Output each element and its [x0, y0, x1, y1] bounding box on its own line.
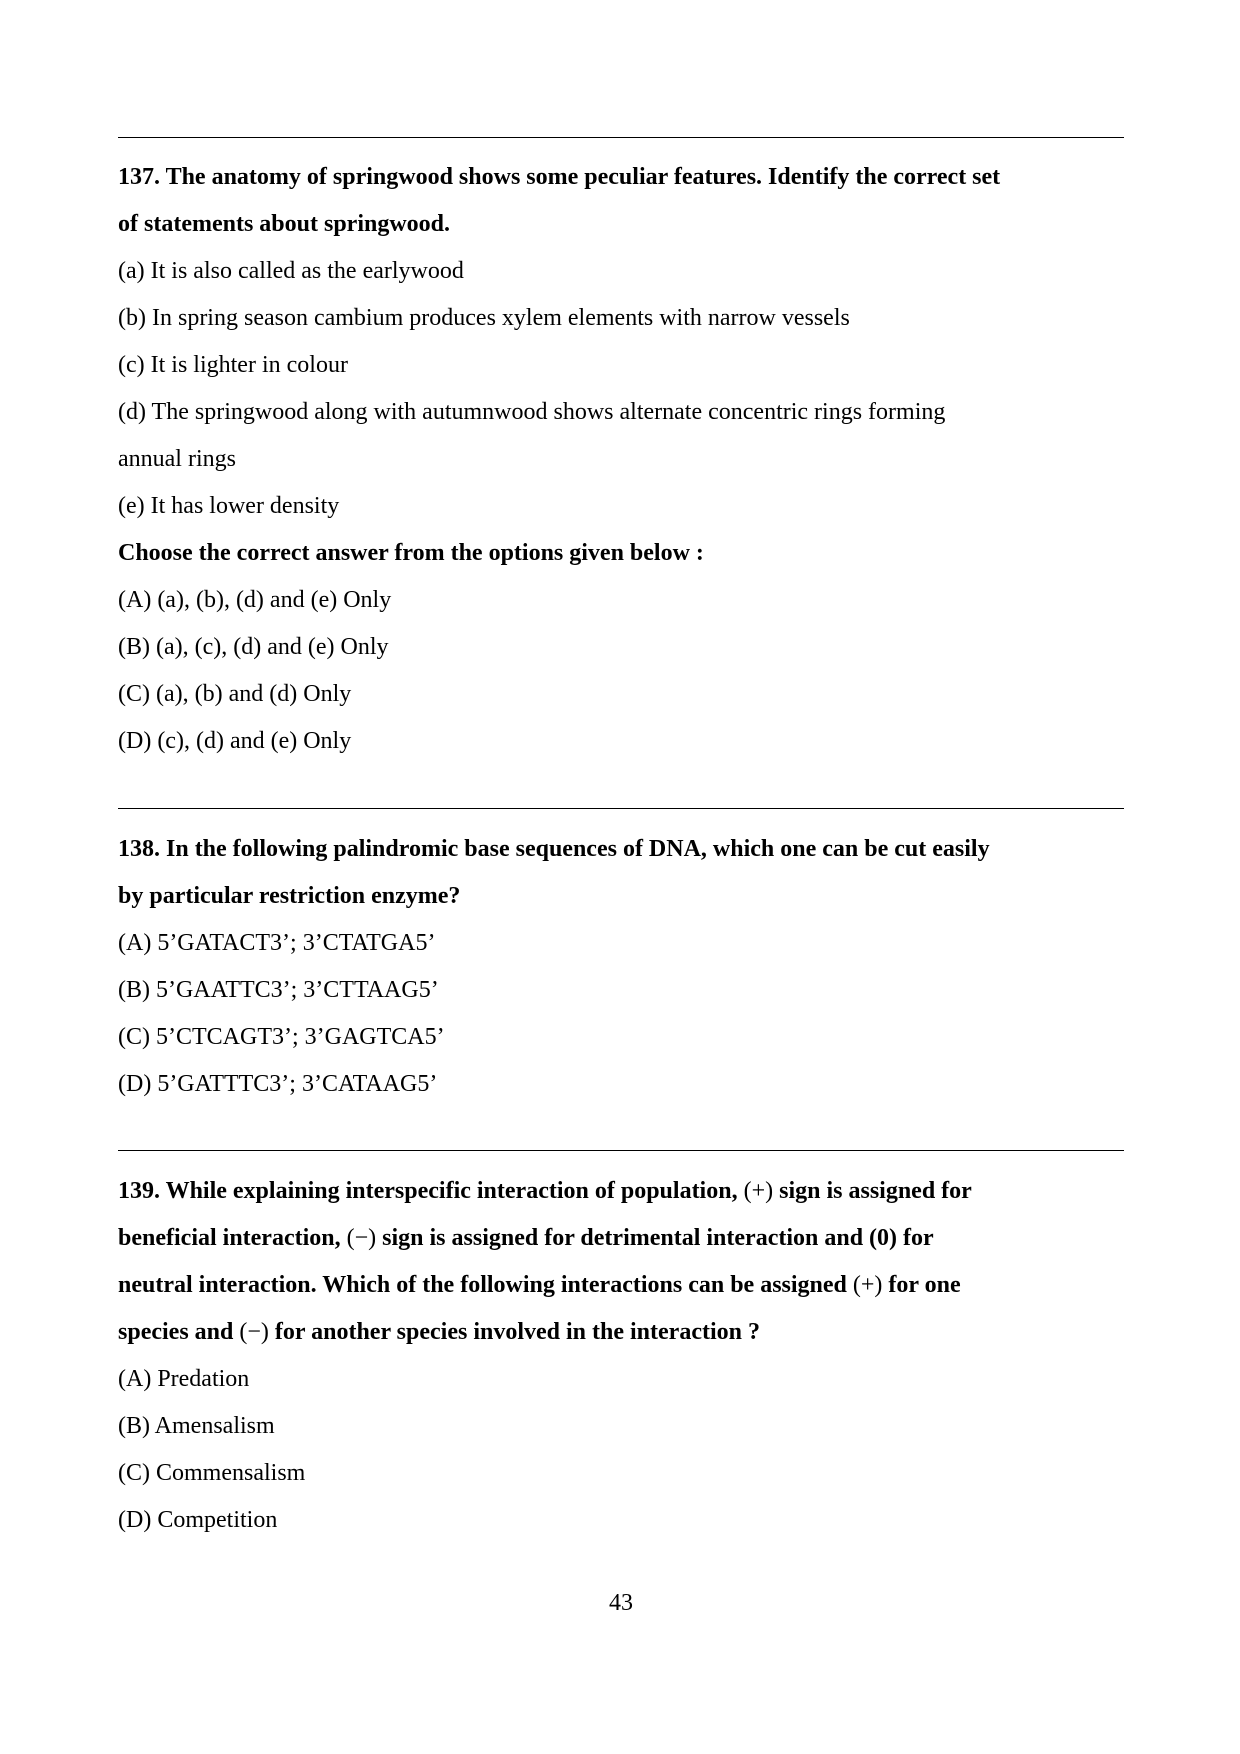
plus-sign: (+) [852, 1272, 883, 1298]
question-138-option-c: (C) 5’CTCAGT3’; 3’GAGTCA5’ [118, 1024, 445, 1050]
question-137-instruction: Choose the correct answer from the options given below : [118, 540, 704, 566]
question-139-stem-line-3 [118, 1262, 1124, 1309]
question-139-stem-line-4-start: species and [118, 1319, 234, 1345]
question-139-stem-line-2 [118, 1215, 1124, 1262]
question-138-stem-line-1: 138. In the following palindromic base sequences of DNA, which one can be cut easily [118, 836, 990, 862]
question-137-option-c: (C) (a), (b) and (d) Only [118, 681, 352, 707]
question-139-option-c: (C) Commensalism [118, 1460, 306, 1486]
question-138-stem-line-2: by particular restriction enzyme? [118, 883, 461, 909]
minus-sign: (−) [346, 1225, 377, 1251]
question-139-stem-line-4-end: for another species involved in the interaction ? [274, 1319, 760, 1345]
plus-sign: (+) [743, 1178, 774, 1204]
question-139-option-b: (B) Amensalism [118, 1413, 275, 1439]
question-139-stem-line-3-start: neutral interaction. Which of the following interactions can be assigned [118, 1272, 847, 1298]
question-138-option-d: (D) 5’GATTTC3’; 3’CATAAG5’ [118, 1071, 438, 1097]
question-139-stem-line-1-end: sign is assigned for [779, 1178, 972, 1204]
question-139-stem-line-1-start: 139. While explaining interspecific interaction of population, [118, 1178, 738, 1204]
page-number: 43 [609, 1590, 633, 1616]
question-137-option-a: (A) (a), (b), (d) and (e) Only [118, 587, 392, 613]
question-139-stem-line-3-end: for one [888, 1272, 961, 1298]
statement-d-continued: annual rings [118, 446, 236, 472]
question-138 [118, 826, 1124, 1108]
divider-138-139 [118, 1150, 1124, 1151]
question-139-stem-line-1 [118, 1168, 1124, 1215]
question-137 [118, 154, 1124, 765]
question-139-option-d: (D) Competition [118, 1507, 278, 1533]
question-138-option-b: (B) 5’GAATTC3’; 3’CTTAAG5’ [118, 977, 439, 1003]
question-139 [118, 1168, 1124, 1544]
question-138-option-a: (A) 5’GATACT3’; 3’CTATGA5’ [118, 930, 436, 956]
question-139-stem-line-2-start: beneficial interaction, [118, 1225, 341, 1251]
question-137-stem-line-2: of statements about springwood. [118, 211, 451, 237]
question-137-option-d: (D) (c), (d) and (e) Only [118, 728, 352, 754]
statement-e: (e) It has lower density [118, 493, 340, 519]
question-137-stem-line-1: 137. The anatomy of springwood shows some peculiar features. Identify the correct set [118, 164, 1001, 190]
divider-top [118, 137, 1124, 138]
statement-b: (b) In spring season cambium produces xylem elements with narrow vessels [118, 305, 850, 331]
minus-sign: (−) [239, 1319, 269, 1345]
question-137-option-b: (B) (a), (c), (d) and (e) Only [118, 634, 389, 660]
statement-a: (a) It is also called as the earlywood [118, 258, 464, 284]
exam-page [118, 0, 1124, 1754]
statement-c: (c) It is lighter in colour [118, 352, 348, 378]
question-139-stem-line-4 [118, 1309, 1124, 1356]
question-139-option-a: (A) Predation [118, 1366, 250, 1392]
statement-d: (d) The springwood along with autumnwood shows alternate concentric rings forming [118, 399, 946, 425]
question-139-stem-line-2-end: sign is assigned for detrimental interaction and (0) for [382, 1225, 934, 1251]
divider-137-138 [118, 808, 1124, 809]
